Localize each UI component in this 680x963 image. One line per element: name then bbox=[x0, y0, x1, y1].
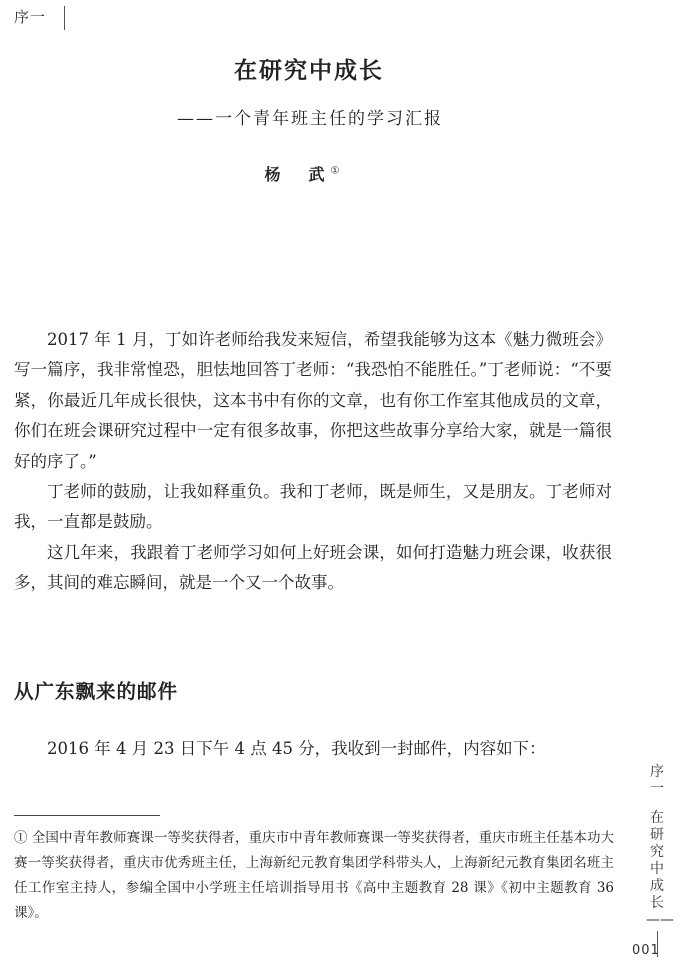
body-paragraph: 这几年来，我跟着丁老师学习如何上好班会课，如何打造魅力班会课，收获很多，其间的难忘瞬间，就是一个又一个故事。 bbox=[14, 542, 612, 593]
footnote-divider bbox=[14, 815, 160, 816]
page-number: 001 bbox=[632, 943, 660, 958]
article-title: 在研究中成长 bbox=[234, 57, 384, 84]
body-paragraph: 2017 年 1 月，丁如许老师给我发来短信，希望我能够为这本《魅力微班会》写一篇序，我非常惶恐，胆怯地回答丁老师：“我恐怕不能胜任。”丁老师说：“不要紧，你最近几年成长很快，这本书中有你的文章，也有你工作室其他成员的文章，你们在班会课研究过程中一定有很多故事，你把这些故事分享给大家，就是一篇很好的序了。” bbox=[14, 330, 612, 471]
body-paragraph: 丁老师的鼓励，让我如释重负。我和丁老师，既是师生，又是朋友。丁老师对我，一直都是鼓励。 bbox=[14, 482, 612, 532]
article-author bbox=[0, 162, 604, 185]
section-heading: 从广东飘来的邮件 bbox=[14, 680, 179, 703]
article-subtitle: ——一个青年班主任的学习汇报 bbox=[177, 109, 443, 129]
side-running-header bbox=[646, 764, 674, 957]
side-chapter-label: 在研究中成长—— bbox=[646, 810, 674, 928]
section-paragraph: 2016 年 4 月 23 日下午 4 点 45 分，我收到一封邮件，内容如下： bbox=[47, 739, 546, 758]
author-name: 杨 武 bbox=[264, 165, 331, 184]
footnote: ① 全国中青年教师赛课一等奖获得者，重庆市中青年教师赛课一等奖获得者，重庆市班主任基本功大赛一等奖获得者，重庆市优秀班主任，上海新纪元教育集团学科带头人，上海新纪元教育集团名班主任工作室主持人，参编全国中小学班主任培训指导用书《高中主题教育 28 课》《初中主题教育 36 课》。 bbox=[14, 830, 614, 921]
footnote-marker: ① bbox=[330, 165, 340, 177]
running-header-section: 序一 bbox=[14, 8, 47, 26]
header-divider bbox=[64, 6, 65, 30]
side-section-label: 序一 bbox=[650, 764, 664, 797]
body-text bbox=[14, 325, 612, 599]
